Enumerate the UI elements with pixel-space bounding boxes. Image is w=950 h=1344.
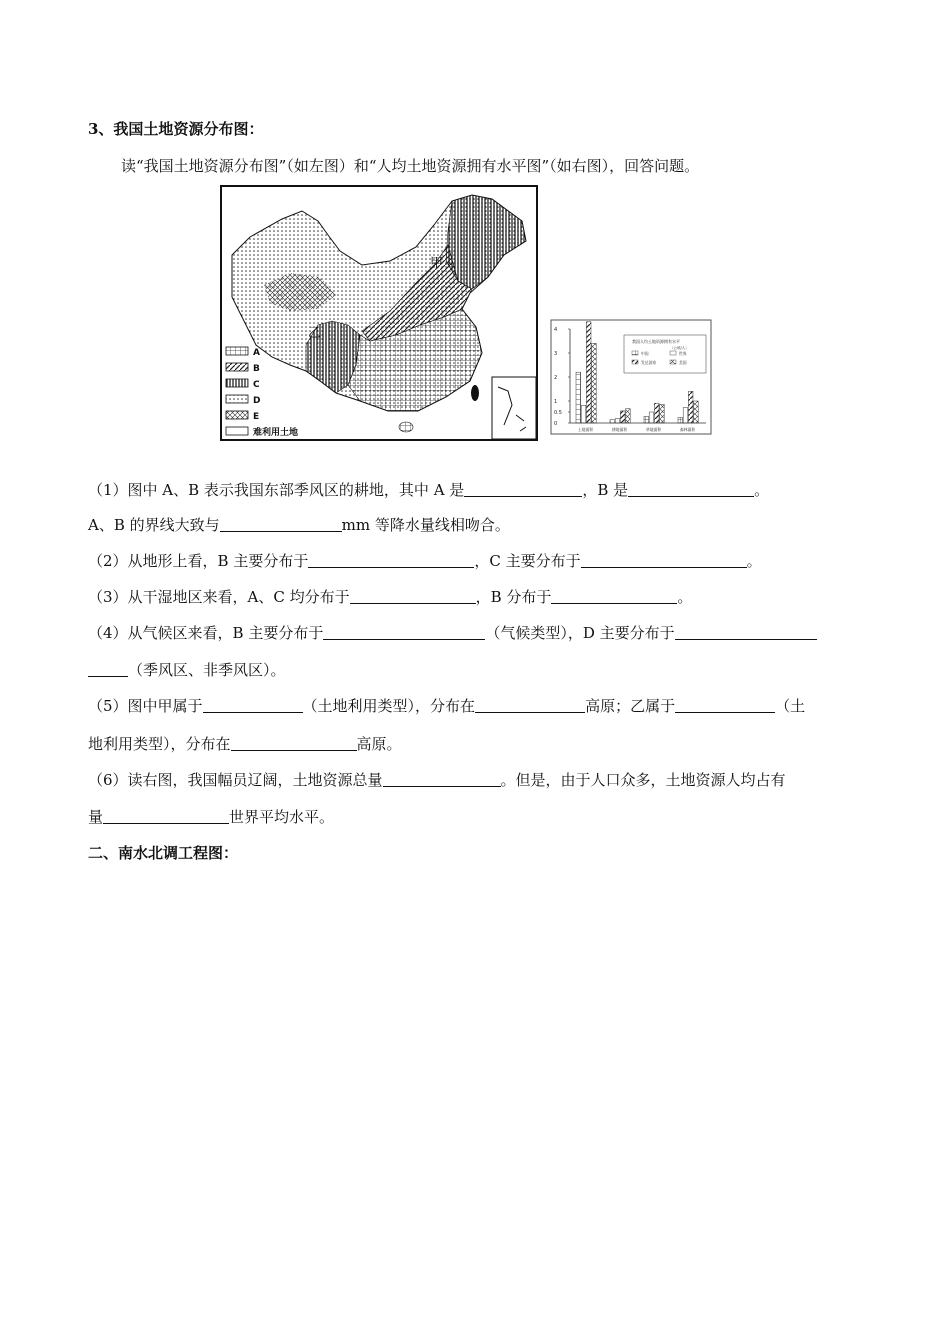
q5-blank-2[interactable]: [475, 698, 585, 713]
q5-blank-1[interactable]: [203, 698, 303, 713]
bar-0-1: [581, 405, 586, 423]
map-legend-label-b: B: [253, 364, 260, 374]
per-capita-land-chart: [550, 319, 712, 435]
q1-blank-3[interactable]: [220, 517, 342, 532]
q1-text-e: mm 等降水量线相吻合。: [341, 516, 510, 534]
q2-text-a: （2）从地形上看，B 主要分布于: [88, 552, 309, 570]
q3-blank-2[interactable]: [551, 589, 677, 604]
q1-blank-1[interactable]: [464, 482, 582, 497]
legend-swatch-1: [670, 351, 676, 355]
q6-line-2: [88, 806, 334, 827]
section-2-title: 二、南水北调工程图：: [88, 844, 239, 862]
legend-swatch-3: [670, 360, 676, 364]
q1-text-b: ，B 是: [582, 481, 629, 499]
chart-title: 我国人均土地资源拥有水平: [632, 339, 680, 344]
q1-text-d: A、B 的界线大致与: [88, 516, 220, 534]
x-tick-label: 耕地面积: [612, 427, 628, 432]
map-legend-swatch-c: [226, 379, 248, 387]
q5-text-e: 地利用类型），分布在: [88, 735, 231, 753]
q3-text-b: ，B 分布于: [475, 588, 552, 606]
q1-text-a: （1）图中 A、B 表示我国东部季风区的耕地，其中 A 是: [88, 481, 465, 499]
bar-3-0: [678, 418, 683, 424]
q3-blank-1[interactable]: [350, 589, 476, 604]
bar-1-0: [610, 420, 615, 423]
legend-label-1: 世界: [679, 351, 687, 356]
bar-2-2: [654, 403, 659, 423]
map-legend-swatch-f: [226, 427, 248, 435]
q2-line: [88, 550, 762, 571]
legend-swatch-0: [632, 351, 638, 355]
q5-text-f: 高原。: [356, 735, 402, 753]
y-tick-label: 0: [554, 421, 558, 427]
q5-blank-3[interactable]: [675, 698, 775, 713]
bar-3-1: [683, 408, 688, 423]
y-tick-label: 1: [554, 399, 558, 405]
q6-text-c: 量: [88, 808, 104, 826]
q1-line-2: [88, 514, 510, 535]
chart-unit: （公顷/人）: [670, 346, 689, 350]
y-tick-label: 4: [554, 327, 558, 333]
x-tick-label: 土地面积: [578, 427, 594, 432]
y-tick-label: 3: [554, 351, 558, 357]
map-legend-swatch-a: [226, 347, 248, 355]
q5-text-d: （土: [775, 697, 806, 715]
intro-text: 读“我国土地资源分布图”（如左图）和“人均土地资源拥有水平图”（如右图），回答问题。: [121, 157, 700, 175]
q6-blank-2[interactable]: [103, 809, 229, 824]
bar-2-3: [660, 404, 665, 423]
q6-text-a: （6）读右图，我国幅员辽阔，土地资源总量: [88, 771, 383, 789]
bar-3-2: [688, 391, 693, 423]
map-legend-swatch-d: [226, 395, 248, 403]
section-3-title: 3、我国土地资源分布图：: [88, 120, 264, 138]
q4-text-c: （季风区、非季风区）。: [128, 661, 286, 679]
bar-1-2: [620, 411, 625, 423]
q4-line-2: [88, 659, 286, 680]
bar-0-2: [586, 322, 591, 423]
map-legend-label-f: 难利用土地: [253, 428, 299, 438]
bar-2-0: [644, 416, 649, 423]
q5-text-b: （土地利用类型），分布在: [302, 697, 476, 715]
q5-line-1: [88, 695, 805, 716]
q3-text-a: （3）从干湿地区来看，A、C 均分布于: [88, 588, 350, 606]
q1-blank-2[interactable]: [628, 482, 754, 497]
map-legend-swatch-e: [226, 411, 248, 419]
legend-label-2: 发达国家: [641, 360, 657, 365]
map-label-yi: 乙: [308, 326, 322, 341]
x-tick-label: 草地面积: [646, 427, 662, 432]
q4-blank-1[interactable]: [323, 625, 485, 640]
q1-line-1: [88, 479, 769, 500]
q4-line-1: [88, 622, 817, 643]
q2-blank-1[interactable]: [308, 553, 474, 568]
q5-text-a: （5）图中甲属于: [88, 697, 203, 715]
legend-label-3: 美国: [679, 360, 687, 365]
q3-line: [88, 586, 692, 607]
china-land-resource-map: [220, 185, 538, 441]
map-legend-label-c: C: [253, 380, 260, 390]
map-legend-swatch-b: [226, 363, 248, 371]
legend-label-0: 中国: [641, 351, 649, 356]
map-legend-label-a: A: [253, 348, 260, 358]
q2-text-c: 。: [746, 552, 762, 570]
q4-text-a: （4）从气候区来看，B 主要分布于: [88, 624, 324, 642]
bar-0-0: [576, 372, 581, 423]
bar-0-3: [592, 343, 597, 423]
q4-blank-2[interactable]: [675, 625, 817, 640]
q5-blank-4[interactable]: [231, 736, 357, 751]
bar-2-1: [649, 412, 654, 423]
q6-text-b: 。但是，由于人口众多，土地资源人均占有: [500, 771, 786, 789]
map-legend-label-d: D: [253, 396, 261, 406]
x-tick-label: 森林面积: [680, 427, 696, 432]
q5-line-2: [88, 733, 402, 754]
bar-1-1: [615, 419, 620, 423]
y-tick-label: 0.5: [554, 410, 562, 416]
q2-text-b: ，C 主要分布于: [474, 552, 581, 570]
bar-1-3: [626, 409, 631, 423]
q4-text-b: （气候类型），D 主要分布于: [485, 624, 675, 642]
q4-blank-3[interactable]: [88, 662, 128, 677]
legend-swatch-2: [632, 360, 638, 364]
q3-text-c: 。: [677, 588, 693, 606]
q6-line-1: [88, 769, 786, 790]
chart-legend: [624, 335, 706, 373]
q5-text-c: 高原；乙属于: [585, 697, 676, 715]
q6-blank-1[interactable]: [383, 772, 501, 787]
q6-text-d: 世界平均水平。: [229, 808, 335, 826]
q1-text-c: 。: [754, 481, 770, 499]
map-legend-label-e: E: [253, 412, 260, 422]
q2-blank-2[interactable]: [581, 553, 747, 568]
bar-3-3: [694, 401, 699, 423]
y-tick-label: 2: [554, 375, 558, 381]
map-label-jia: 甲: [430, 256, 444, 271]
